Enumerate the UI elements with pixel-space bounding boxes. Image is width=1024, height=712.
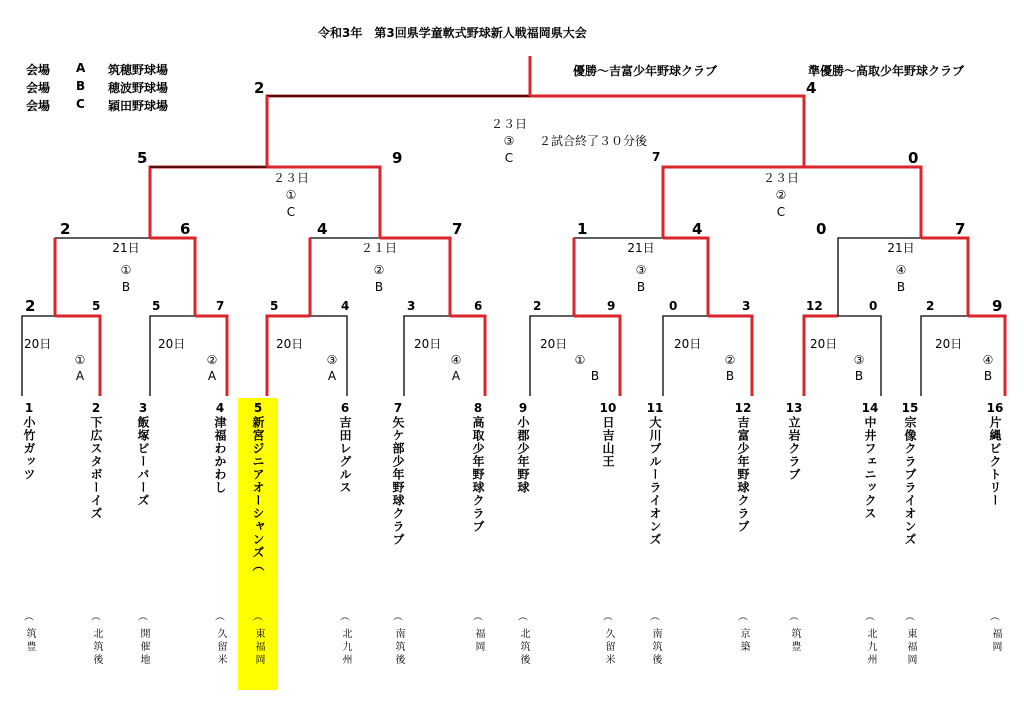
quarter-day: 21日 bbox=[627, 241, 655, 255]
venue-label: 会場 bbox=[26, 99, 51, 113]
team-number: 14 bbox=[861, 401, 879, 415]
r1-day: 20日 bbox=[414, 337, 442, 351]
team-entry bbox=[388, 400, 408, 550]
team-number: 16 bbox=[986, 401, 1004, 415]
r1-score-left: 12 bbox=[806, 299, 823, 313]
region-name: 南筑後 bbox=[650, 628, 661, 667]
team-region: ︵ 北筑後 bbox=[518, 612, 529, 667]
semi-score-right: 9 bbox=[392, 149, 403, 167]
r1-score-right: 4 bbox=[341, 299, 350, 313]
quarter-number: ② bbox=[373, 263, 385, 277]
team-name: 津福わかわし bbox=[213, 416, 227, 494]
team-name: 新宮ジニアオーシャンズ（ bbox=[251, 416, 265, 572]
final-number: ③ bbox=[503, 134, 515, 148]
r1-score-right: 5 bbox=[92, 299, 101, 313]
quarter-number: ③ bbox=[635, 263, 647, 277]
team-region: ︵ 南筑後 bbox=[393, 612, 404, 667]
team-number: 5 bbox=[253, 401, 263, 415]
r1-day: 20日 bbox=[24, 337, 52, 351]
region-name: 開催地 bbox=[138, 628, 149, 667]
region-name: 北筑後 bbox=[91, 628, 102, 667]
r1-score-right: 0 bbox=[869, 299, 878, 313]
quarter-day: ２１日 bbox=[360, 241, 397, 255]
semi-venue: C bbox=[776, 205, 786, 219]
final-venue: C bbox=[504, 151, 514, 165]
quarter-venue: B bbox=[636, 280, 646, 294]
team-entry bbox=[733, 400, 753, 537]
semi-score-right: 0 bbox=[908, 149, 919, 167]
quarter-score-right: 7 bbox=[955, 220, 966, 238]
team-entry bbox=[513, 400, 533, 498]
team-name: 高取少年野球クラブ bbox=[471, 416, 485, 533]
semi-venue: C bbox=[286, 205, 296, 219]
runnerup-label: 準優勝～高取少年野球クラブ bbox=[808, 64, 965, 78]
r1-score-right: 7 bbox=[216, 299, 225, 313]
quarter-score-right: 6 bbox=[180, 220, 191, 238]
team-region: ︵ 東福岡 bbox=[253, 612, 264, 667]
quarter-score-right: 4 bbox=[692, 220, 703, 238]
venue-name: 穂波野球場 bbox=[108, 81, 169, 95]
r1-venue: B bbox=[854, 369, 864, 383]
team-region: ︵ 東福岡 bbox=[905, 612, 916, 667]
r1-day: 20日 bbox=[540, 337, 568, 351]
semi-day: ２３日 bbox=[272, 171, 309, 185]
team-name: 日吉山王 bbox=[601, 416, 615, 468]
team-name: 吉田レグルス bbox=[338, 416, 352, 494]
quarter-venue: B bbox=[374, 280, 384, 294]
r1-number: ① bbox=[74, 353, 86, 367]
final-score-right: 4 bbox=[806, 79, 817, 97]
r1-day: 20日 bbox=[935, 337, 963, 351]
r1-day: 20日 bbox=[674, 337, 702, 351]
region-name: 北九州 bbox=[865, 628, 876, 667]
r1-score-right: 3 bbox=[742, 299, 751, 313]
r1-venue: B bbox=[590, 369, 600, 383]
team-number: 2 bbox=[91, 401, 101, 415]
r1-number: ③ bbox=[853, 353, 865, 367]
r1-score-left: 2 bbox=[25, 297, 36, 315]
team-number: 9 bbox=[518, 401, 528, 415]
region-name: 久留米 bbox=[603, 628, 614, 667]
r1-line bbox=[921, 316, 968, 396]
team-number: 4 bbox=[215, 401, 225, 415]
team-entry bbox=[645, 400, 665, 550]
team-name: 小郡少年野球 bbox=[516, 416, 530, 494]
r1-day: 20日 bbox=[810, 337, 838, 351]
team-name: 宗像クラブライオンズ bbox=[903, 416, 917, 546]
r1-number: ④ bbox=[982, 353, 994, 367]
quarter-score-left: 0 bbox=[816, 220, 827, 238]
r1-line bbox=[663, 316, 708, 396]
region-name: 北九州 bbox=[340, 628, 351, 667]
final-note: ２試合終了３０分後 bbox=[539, 134, 648, 148]
team-name: 中井フェニックス bbox=[863, 416, 877, 520]
r1-line bbox=[22, 316, 55, 396]
team-entry bbox=[985, 400, 1005, 511]
team-number: 8 bbox=[473, 401, 483, 415]
team-region: ︵ 南筑後 bbox=[650, 612, 661, 667]
region-name: 東福岡 bbox=[905, 628, 916, 667]
team-number: 6 bbox=[340, 401, 350, 415]
r1-line bbox=[404, 316, 450, 396]
team-entry bbox=[468, 400, 488, 537]
team-entry bbox=[598, 400, 618, 472]
quarter-venue: B bbox=[896, 280, 906, 294]
team-number: 7 bbox=[393, 401, 403, 415]
quarter-number: ① bbox=[120, 263, 132, 277]
team-entry bbox=[19, 400, 39, 485]
team-region: ︵ 久留米 bbox=[215, 612, 226, 667]
winner-label: 優勝～吉富少年野球クラブ bbox=[573, 64, 718, 78]
team-entry bbox=[335, 400, 355, 498]
venue-code: B bbox=[76, 79, 86, 93]
r1-venue: A bbox=[327, 369, 337, 383]
semi-win-line bbox=[150, 167, 267, 238]
r1-score-left: 0 bbox=[669, 299, 678, 313]
semi-day: ２３日 bbox=[762, 171, 799, 185]
team-name: 片縄ビクトリー bbox=[988, 416, 1002, 507]
team-number: 10 bbox=[599, 401, 617, 415]
team-entry bbox=[133, 400, 153, 511]
team-number: 11 bbox=[646, 401, 664, 415]
venue-name: 筑穂野球場 bbox=[108, 63, 169, 77]
final-day: ２３日 bbox=[490, 117, 527, 131]
final-win-line bbox=[530, 96, 804, 167]
r1-venue: A bbox=[451, 369, 461, 383]
semi-score-left: 7 bbox=[652, 150, 661, 164]
r1-number: ② bbox=[724, 353, 736, 367]
team-entry bbox=[86, 400, 106, 524]
r1-win-line bbox=[267, 316, 310, 396]
r1-score-left: 2 bbox=[926, 299, 935, 313]
region-name: 南筑後 bbox=[393, 628, 404, 667]
team-region: ︵ 福岡 bbox=[473, 612, 484, 654]
r1-score-right: 9 bbox=[992, 297, 1003, 315]
team-name: 小竹ガッツ bbox=[22, 416, 36, 481]
team-region: ︵ 北九州 bbox=[340, 612, 351, 667]
team-name: 矢ケ部少年野球クラブ bbox=[391, 416, 405, 546]
team-number: 15 bbox=[901, 401, 919, 415]
region-name: 筑豊 bbox=[24, 628, 35, 654]
team-entry bbox=[210, 400, 230, 498]
r1-number: ① bbox=[574, 353, 586, 367]
region-name: 福岡 bbox=[473, 628, 484, 654]
r1-score-right: 6 bbox=[474, 299, 483, 313]
venue-label: 会場 bbox=[26, 63, 51, 77]
team-region: ︵ 筑豊 bbox=[24, 612, 35, 654]
team-name: 下広スタボーイズ bbox=[89, 416, 103, 520]
team-entry bbox=[900, 400, 920, 550]
r1-venue: A bbox=[75, 369, 85, 383]
region-name: 筑豊 bbox=[789, 628, 800, 654]
final-score-left: 2 bbox=[254, 79, 265, 97]
r1-score-left: 2 bbox=[533, 299, 542, 313]
quarter-score-right: 7 bbox=[452, 220, 463, 238]
venue-name: 穎田野球場 bbox=[108, 99, 169, 113]
team-region: ︵ 福岡 bbox=[990, 612, 1001, 654]
quarter-day: 21日 bbox=[112, 241, 140, 255]
team-entry bbox=[784, 400, 804, 485]
quarter-venue: B bbox=[121, 280, 131, 294]
team-region: ︵ 北筑後 bbox=[91, 612, 102, 667]
team-number: 1 bbox=[24, 401, 34, 415]
region-name: 京築 bbox=[738, 628, 749, 654]
r1-score-left: 3 bbox=[407, 299, 416, 313]
team-region: ︵ 筑豊 bbox=[789, 612, 800, 654]
page-title: 令和3年 第3回県学童軟式野球新人戦福岡県大会 bbox=[318, 26, 587, 40]
r1-line bbox=[150, 316, 195, 396]
r1-day: 20日 bbox=[276, 337, 304, 351]
quarter-score-left: 4 bbox=[317, 220, 328, 238]
venue-code: C bbox=[76, 97, 85, 111]
quarter-score-left: 2 bbox=[60, 220, 71, 238]
r1-win-line bbox=[804, 316, 838, 396]
team-name: 飯塚ビーバーズ bbox=[136, 416, 150, 507]
venue-label: 会場 bbox=[26, 81, 51, 95]
team-number: 3 bbox=[138, 401, 148, 415]
r1-venue: B bbox=[983, 369, 993, 383]
semi-number: ② bbox=[775, 188, 787, 202]
team-number: 12 bbox=[734, 401, 752, 415]
r1-venue: B bbox=[725, 369, 735, 383]
team-number: 13 bbox=[785, 401, 803, 415]
team-region: ︵ 北九州 bbox=[865, 612, 876, 667]
team-name: 大川ブルーライオンズ bbox=[648, 416, 662, 546]
r1-score-left: 5 bbox=[152, 299, 161, 313]
r1-line bbox=[530, 316, 574, 396]
r1-venue: A bbox=[207, 369, 217, 383]
region-name: 久留米 bbox=[215, 628, 226, 667]
r1-day: 20日 bbox=[158, 337, 186, 351]
team-region: ︵ 京築 bbox=[738, 612, 749, 654]
r1-number: ③ bbox=[326, 353, 338, 367]
quarter-number: ④ bbox=[895, 263, 907, 277]
region-name: 東福岡 bbox=[253, 628, 264, 667]
team-region: ︵ 久留米 bbox=[603, 612, 614, 667]
quarter-day: 21日 bbox=[887, 241, 915, 255]
r1-number: ④ bbox=[450, 353, 462, 367]
team-region: ︵ 開催地 bbox=[138, 612, 149, 667]
team-entry bbox=[860, 400, 880, 524]
team-name: 吉富少年野球クラブ bbox=[736, 416, 750, 533]
team-name: 立岩クラブ bbox=[787, 416, 801, 481]
region-name: 北筑後 bbox=[518, 628, 529, 667]
semi-score-left: 5 bbox=[137, 149, 148, 167]
venue-code: A bbox=[76, 61, 86, 75]
region-name: 福岡 bbox=[990, 628, 1001, 654]
r1-score-left: 5 bbox=[270, 299, 279, 313]
r1-number: ② bbox=[206, 353, 218, 367]
r1-score-right: 9 bbox=[607, 299, 616, 313]
semi-number: ① bbox=[285, 188, 297, 202]
quarter-score-left: 1 bbox=[577, 220, 588, 238]
